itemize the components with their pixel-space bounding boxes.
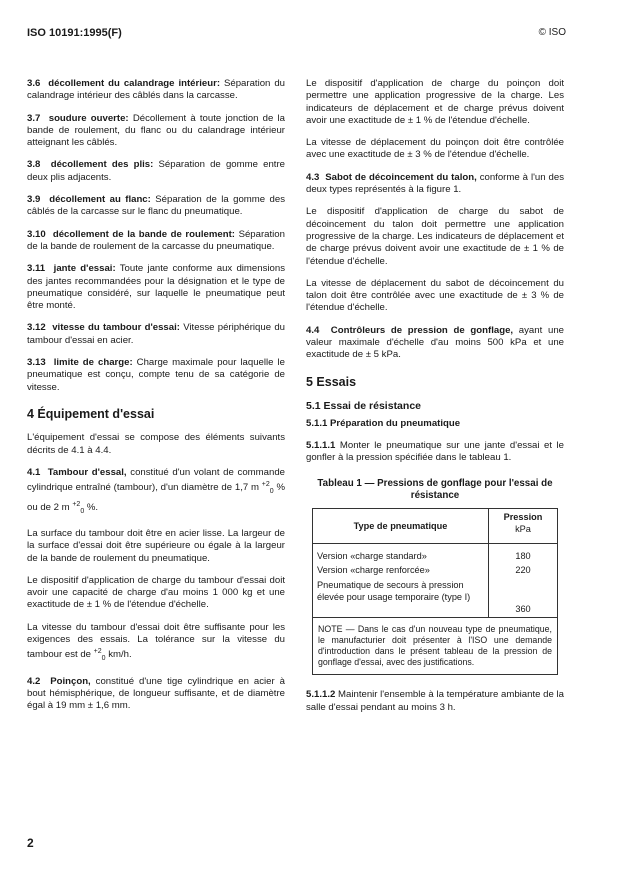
definition-3-10: 3.10 décollement de la bande de roulement: Séparation de la bande de roulement de la carcasse du pneumatique. [27,228,285,252]
pressure-header: Pression kPa [489,509,558,544]
section-5-1-heading: 5.1 Essai de résistance [306,399,421,412]
clause-4-2: 4.2 Poinçon, constitué d'une tige cylindrique en acier à bout hémisphérique, de longueur suffisante, et de diamètre égal à 19 mm ± 1,6 mm. [27,675,285,712]
clause-4-1-load: Le dispositif d'application de charge du tambour d'essai doit avoir une capacité de charge d'au moins 1 000 kg et une exactitude de ± 1 % de l'étendue d'échelle. [27,574,285,611]
clause-4-1-surface: La surface du tambour doit être en acier lisse. La largeur de la surface d'essai doit être supérieure ou égale à la largeur de la bande de roulement du pneumatique. [27,527,285,564]
clause-5-1-1-2: 5.1.1.2 Maintenir l'ensemble à la température ambiante de la salle d'essai pendant au moins 3 h. [306,689,564,713]
definition-3-13: 3.13 limite de charge: Charge maximale pour laquelle le pneumatique est conçu, compte tenu de sa catégorie de vitesse. [27,357,285,393]
left-column [27,78,285,723]
table-row [313,544,558,618]
section-4-intro: L'équipement d'essai se compose des éléments suivants décrits de 4.1 à 4.4. [27,432,285,456]
clause-5-1-1-1: 5.1.1.1 Monter le pneumatique sur une jante d'essai et le gonfler à la pression spécifiée dans le tableau 1. [306,439,564,463]
section-5-1-1-heading: 5.1.1 Préparation du pneumatique [306,418,461,430]
plunger-load-paragraph: Le dispositif d'application de charge du poinçon doit permettre une application progressive de la charge. Les indicateurs de déplacement et de charge prévus doivent avoir une exactitude de ± 1 % de l'étendue d'échelle. [306,78,564,126]
definition-3-9: 3.9 décollement au flanc: Séparation de la gomme des câblés de la carcasse sur le flanc du pneumatique. [27,194,285,218]
plunger-speed-paragraph: La vitesse de déplacement du poinçon doit être contrôlée avec une exactitude de ± 3 % de l'étendue d'échelle. [306,137,564,161]
clause-4-3: 4.3 Sabot de décoincement du talon, conforme à l'un des deux types représentés à la figure 1. [306,171,564,196]
definition-3-8: 3.8 décollement des plis: Séparation de gomme entre deux plis adjacents. [27,159,285,183]
clause-4-1: 4.1 Tambour d'essal, constitué d'un volant de commande cylindrique entraîné (tambour), d'un diamètre de 1,7 m $^{+2}_0$ % ou de 2 m $^{+2}_0$ %. [27,466,285,515]
table-note: NOTE — Dans le cas d'un nouveau type de pneumatique, le manufacturier doit présenter à l'ISO une demande d'introduction dans le présent tableau de la pression de gonflage d'essai, avec des justifications. [313,618,558,675]
tire-type-header: Type de pneumatique [313,509,489,544]
tire-type-cell: Version «charge standard» Version «charge renforcée» Pneumatique de secours à pression élevée pour usage temporaire (type I) [313,544,489,618]
definition-3-11: 3.11 jante d'essai: Toute jante conforme aux dimensions des jantes recommandées pour la désignation et le type de pneumatique considéré, sur laquelle le pneumatique peut être monté. [27,263,285,312]
page-number: 2 [27,836,34,850]
table-header-row [313,509,558,544]
table-note-row [313,618,558,675]
definition-3-6: 3.6 décollement du calandrage intérieur: Séparation du calandrage intérieur des câblés dans la carcasse. [27,78,285,102]
bead-speed-paragraph: La vitesse de déplacement du sabot de décoincement du talon doit être contrôlée avec une exactitude de ± 3 % de l'étendue d'échelle. [306,277,564,314]
section-5-heading: 5 Essais [306,374,357,389]
clause-4-4: 4.4 Contrôleurs de pression de gonflage, ayant une valeur maximale d'échelle d'au moins 500 kPa et une exactitude de ± 5 kPa. [306,324,564,361]
pressure-cell: 180 220 360 [489,544,558,618]
bead-load-paragraph: Le dispositif d'application de charge du sabot de décoincement du talon doit permettre une application progressive de la charge. Les indicateurs de déplacement et de charge prévus doivent avoir une exactitude de ± 1 % de l'étendue d'échelle. [306,206,564,267]
section-4-heading: 4 Équipement d'essai [27,406,155,421]
definition-3-7: 3.7 soudure ouverte: Décollement à toute jonction de la bande de roulement, du flanc ou du calandrage intérieur atteignant les câblés. [27,112,285,149]
document-id: ISO 10191:1995(F) [27,27,122,39]
table-1-caption: Tableau 1 — Pressions de gonflage pour l'essai de résistance [317,478,553,502]
clause-4-1-speed: La vitesse du tambour d'essai doit être suffisante pour les exigences des essais. La tolérance sur la vitesse du tambour est de $^{+2}_0$ km/h. [27,621,285,663]
copyright-mark: © ISO [538,27,566,38]
right-column [306,78,564,724]
pressure-table [312,508,558,675]
definition-3-12: 3.12 vitesse du tambour d'essai: Vitesse périphérique du tambour d'essai en acier. [27,322,285,346]
